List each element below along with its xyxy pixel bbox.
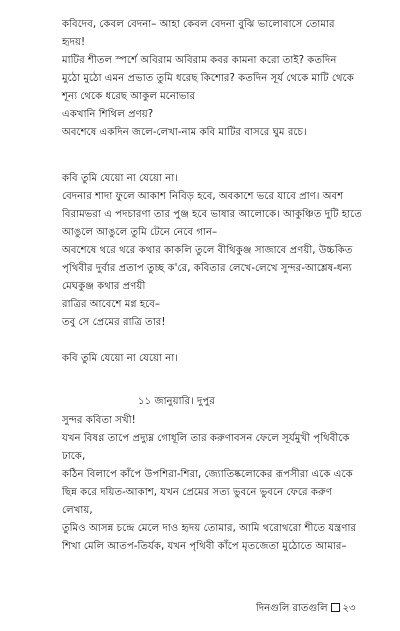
poem-line: বিরামভরা এ পদচারণা তার পুঞ্জ হবে ভাষার আলোকে। আকুঞ্চিত দুটি হাতে bbox=[62, 209, 362, 220]
poem-line: কঠিন বিলাপে কাঁপে উপশিরা-শিরা, জ্যোতিষ্কলোকের রূপসীরা একে একে bbox=[62, 469, 353, 480]
poem-line: মুঠো মুঠো এমন প্রভাত তুমি ধরেছ কিশোর? কতদিন সূর্য থেকে মাটি থেকে bbox=[62, 73, 354, 84]
page-number: ২৩ bbox=[342, 603, 356, 614]
poem-line: মাটির শীতল স্পর্শে অবিরাম অবিরাম কবর কামনা করো তাই? কতদিন bbox=[62, 55, 337, 66]
poem-line: একখানি শিথিল প্রণয়? bbox=[62, 109, 154, 120]
poem-line: শূন্য থেকে ধরেছ আকুল মনোভার bbox=[62, 91, 196, 102]
refrain-line: কবি তুমি যেয়ো না যেয়ো না। bbox=[62, 173, 178, 184]
poem-line: লেখায়, bbox=[62, 505, 93, 516]
poem-line: আঙুলে আঙুলে তুমি টেনে নেবে গান– bbox=[62, 227, 218, 238]
poem-line: ছিন্ন করে দয়িত-আকাশ, যখন প্রেমের সত্য ভুবনে ভুবনে ফেরে করুণ bbox=[62, 487, 333, 498]
poem-line: তবু সে প্রেমের রাত্রি তার! bbox=[62, 317, 166, 328]
poem-line: যখন বিষণ্ণ তাপে প্রদ্যুম্ন গোধূলি তার করুণাবসন ফেলে সূর্যমুখী পৃথিবীকে bbox=[62, 433, 350, 444]
poem-line: অবশেষে একদিন জলে-লেখা-নাম কবি মাটির বাসরে ঘুম রচে। bbox=[62, 127, 307, 138]
poem-line: অবশেষে থরে থরে কথার কাকলি তুলে বীথিকুঞ্জ সাজাবে প্রণয়ী, উচ্চকিত bbox=[62, 245, 353, 256]
poem-line: মেঘকুঞ্জ কথার প্রণয়ী bbox=[62, 281, 146, 292]
running-title: দিনগুলি রাতগুলি bbox=[256, 603, 328, 614]
poem-line: শিখা মেলি আতপ-তির্যক, যখন পৃথিবী কাঁপে মৃতজেতা মুঠোতে আমার– bbox=[62, 541, 347, 552]
box-separator-icon bbox=[331, 603, 340, 612]
poem-line: সুন্দর কবিতা সখী! bbox=[62, 415, 136, 426]
poem-line: পৃথিবীর দুর্বার প্রতাপ তুচ্ছ ক'রে, কবিতার লেখে-লেখে সুন্দর-আশ্লেষ-ধন্য bbox=[62, 263, 352, 274]
page-footer bbox=[256, 602, 356, 616]
poem-line: তুমিও আসন্ন চন্দ্রে মেলে দাও হৃদয় তোমার, আমি থরোথরো শীতে যন্ত্রণার bbox=[62, 523, 357, 534]
refrain-line: কবি তুমি যেয়ো না যেয়ো না। bbox=[62, 353, 178, 364]
poem-line: হৃদয়! bbox=[62, 37, 86, 48]
poem-line: বেদনার শাদা ফুলে আকাশ নিবিড় হবে, অবকাশে ভরে যাবে প্রাণ। অবশ bbox=[62, 191, 344, 202]
dateline: ১১ জানুয়ারি। দুপুর bbox=[138, 396, 215, 407]
poem-line: কবিদেব, কেবল বেদনা– আহা কেবল বেদনা বুঝি ভালোবাসে তোমার bbox=[62, 19, 335, 30]
poem-line: রাত্রির আবেশে মগ্ন হবে– bbox=[62, 299, 161, 310]
poem-line: ঢাকে, bbox=[62, 451, 86, 462]
